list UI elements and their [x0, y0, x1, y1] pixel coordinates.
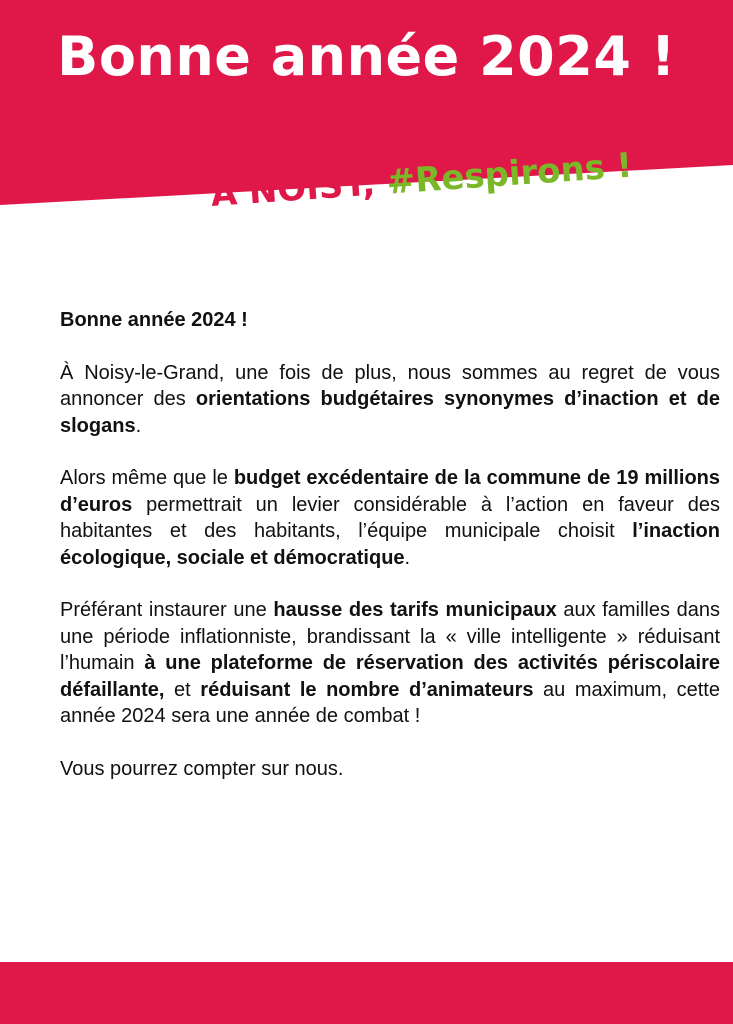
p3-emphasis-plateforme: à une plateforme de réservation des activités périscolaire défaillante,: [60, 652, 720, 701]
letter-body: [60, 307, 720, 808]
p3-text-e: et: [164, 678, 201, 701]
paragraph-1: [60, 360, 720, 440]
greeting-text: Bonne année 2024 !: [60, 309, 248, 331]
p2-text-e: .: [404, 546, 411, 569]
paragraph-2: [60, 465, 720, 571]
p3-text-c: aux familles dans une période inflationniste, brandissant la « ville intelligente » réduisant l’humain: [60, 599, 720, 674]
slogan-hashtag: #Respirons !: [385, 145, 634, 203]
p3-text-a: Préférant instaurer une: [60, 599, 274, 621]
p2-text-c: permettrait un levier considérable à l’action en faveur des habitantes et des habitants, l’équipe municipale choisit: [60, 493, 720, 542]
p2-text-a: Alors même que le: [60, 467, 234, 489]
p1-text-c: .: [135, 414, 142, 437]
footer-banner: [0, 962, 733, 1024]
p2-emphasis-inaction: l’inaction écologique, sociale et démocratique: [60, 520, 720, 569]
closing-line: Vous pourrez compter sur nous.: [60, 757, 344, 780]
p3-emphasis-tarifs: hausse des tarifs municipaux: [273, 599, 557, 621]
p3-emphasis-animateurs: réduisant le nombre d’animateurs: [200, 678, 534, 701]
p1-emphasis: orientations budgétaires synonymes d’inaction et de slogans: [60, 388, 720, 437]
p2-emphasis-budget: budget excédentaire de la commune de 19 millions d’euros: [60, 467, 721, 516]
page-title: Bonne année 2024 !: [57, 25, 676, 88]
slogan-noisy: À NOISY,: [209, 163, 377, 215]
greeting: [60, 307, 720, 334]
paragraph-3: [60, 597, 720, 730]
p1-text-a: À Noisy-le-Grand, une fois de plus, nous sommes au regret de vous annoncer des: [60, 361, 720, 410]
p3-text-g: au maximum, cette année 2024 sera une année de combat !: [60, 678, 720, 727]
